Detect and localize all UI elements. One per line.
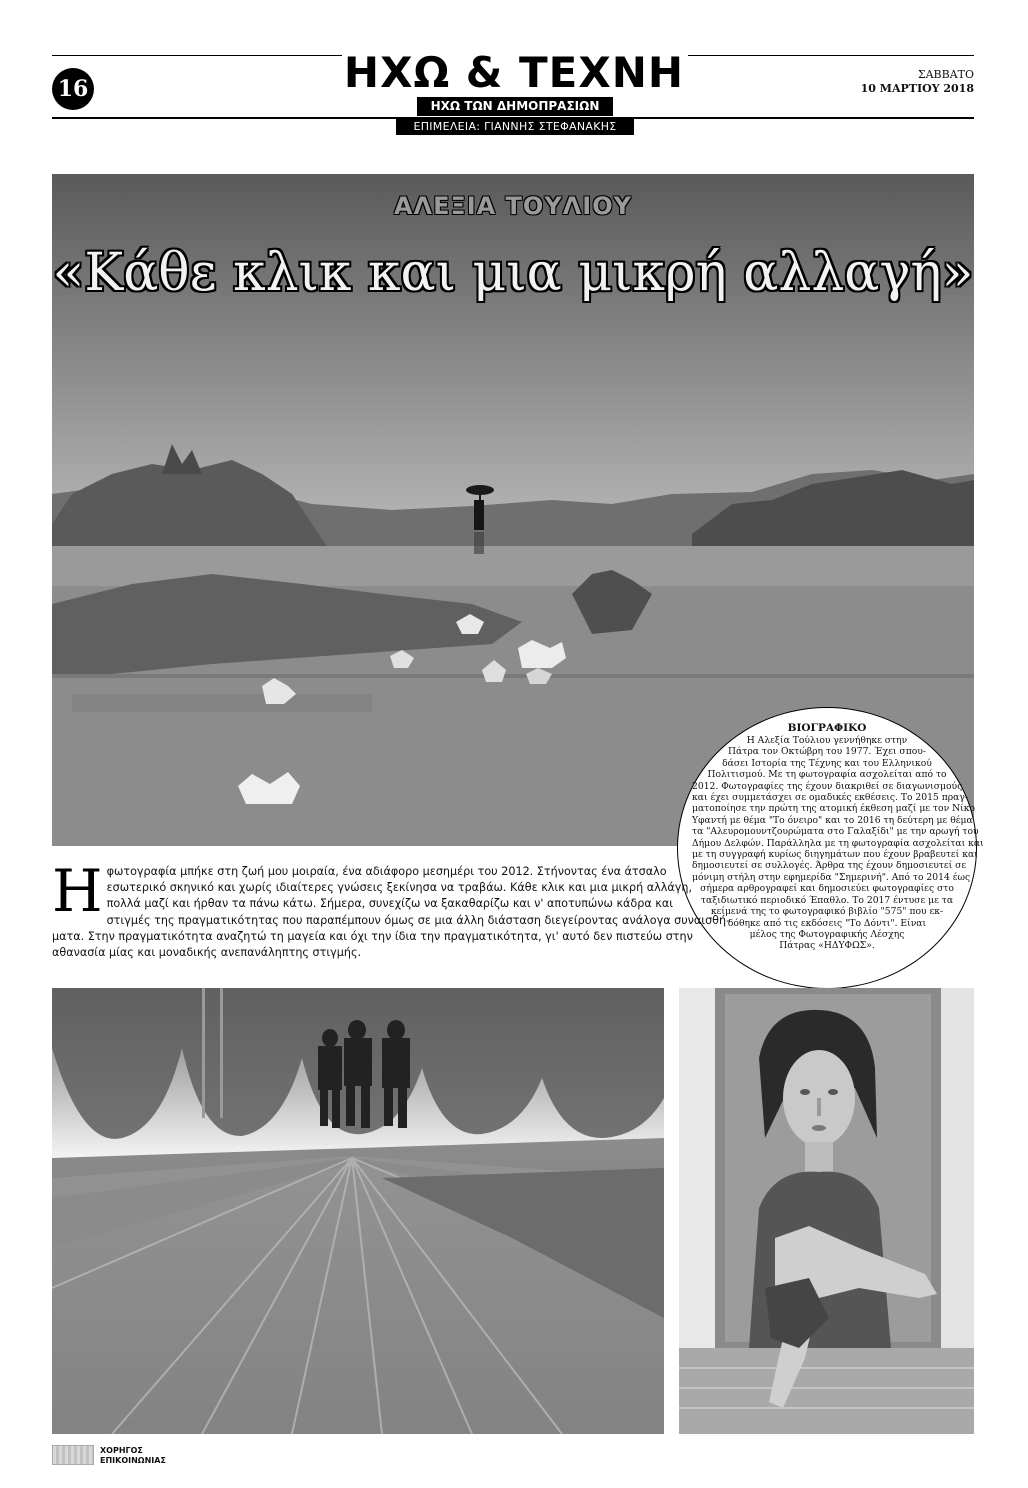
biography-line: μέλος της Φωτογραφικής Λέσχης [749,928,905,940]
biography-line: Πάτρας «ΗΔΥΦΩΣ». [779,940,875,952]
article-author: ΑΛΕΞΙΑ ΤΟΥΛΙΟΥ [393,192,632,220]
article-line: πολλά μαζί και ήρθαν τα πάνω κάτω. Σήμερα, συνεχίζω να ξακαθαρίζω και ν' αποτυπώνω κάδρα και [106,897,674,911]
biography-line: και έχει συμμετάσχει σε ομαδικές εκθέσεις. Το 2015 πραγ- [692,792,968,804]
biography-line: δάσει Ιστορία της Τέχνης και του Ελληνικού [722,757,932,769]
biography-line: δημοσιευτεί σε συλλογές. Άρθρα της έχουν δημοσιευτεί σε [692,860,967,872]
issue-date [861,68,974,96]
sponsor-label [100,1446,166,1466]
biography-line: Δήμου Δελφών. Παράλληλα με τη φωτογραφία ασχολείται και [692,837,984,849]
biography-line: μόνιμη στήλη στην εφημερίδα "Σημερινή". Από το 2014 έως [692,871,971,883]
sponsor-logo [52,1445,94,1465]
article-line: στιγμές της πραγματικότητας που παραπέμπουν όμως σε μια άλλη διάσταση διεγείροντας ανάλογα συναισθή- [106,913,731,927]
issue-weekday: ΣΑΒΒΑΤΟ [917,68,974,81]
sponsor-label-line1: ΧΟΡΗΓΟΣ [100,1446,143,1455]
article-line: ματα. Στην πραγματικότητα αναζητώ τη μαγεία και όχι την ίδια την πραγματικότητα, γι' αυτό δεν πιστεύω στην [52,929,693,943]
biography-line: Πολιτισμού. Με τη φωτογραφία ασχολείται από το [707,769,947,781]
biography-line: 2012. Φωτογραφίες της έχουν διακριθεί σε διαγωνισμούς [692,780,963,792]
sponsor-label-line2: ΕΠΙΚΟΙΝΩΝΙΑΣ [100,1456,166,1465]
biography-line: Πάτρα τον Οκτώβρη του 1977. Έχει σπου- [728,746,926,758]
biography-line: Υφαντή με θέμα "Το όνειρο" και το 2016 τη δεύτερη με θέμα [692,814,973,826]
biography-circle [677,707,984,989]
article-line: φωτογραφία μπήκε στη ζωή μου μοιραία, ένα αδιάφορο μεσημέρι του 2012. Στήνοντας ένα άτσαλο [106,865,667,878]
article-dropcap: Η [52,857,103,925]
photo-portrait-painting [679,988,974,1434]
biography-line: Η Αλεξία Τούλιου γεννήθηκε στην [746,735,908,746]
biography-line: δόθηκε από τις εκδόσεις "Το Δόντι". Είναι [727,917,927,929]
article-line: εσωτερικό σκηνικό και χωρίς ιδιαίτερες γνώσεις ξεκίνησα να τραβάω. Κάθε κλικ και μια μικρή αλλάγη, [106,881,692,895]
photo-walking-figures [52,988,664,1434]
article-headline: «Κάθε κλικ και μια μικρή αλλαγή» [52,243,974,303]
section-title: ΗΧΩ & ΤΕΧΝΗ [343,48,685,97]
issue-date-text: 10 ΜΑΡΤΙΟΥ 2018 [860,82,974,95]
article-line: αθανασία μίας και μοναδικής ανεπανάληπτης στιγμής. [52,946,362,960]
page-number: 16 [52,68,94,110]
biography-title: ΒΙΟΓΡΑΦΙΚΟ [787,722,867,734]
article-body [52,857,731,961]
biography-line: τα "Αλευρομουντζουρώματα στο Γαλαξίδι" με την αρωγή του [692,826,979,838]
section-subtitle: ΗΧΩ ΤΩΝ ΔΗΜΟΠΡΑΣΙΩΝ [417,97,613,116]
portrait-painting-image [679,988,974,1434]
biography-line: ταξιδιωτικό περιοδικό Έπαθλο. Το 2017 έντυσε με τα [700,894,954,906]
biography-line: σήμερα αρθρογραφεί και δημοσιεύει φωτογραφίες στο [700,883,954,895]
biography-line: με τη συγγραφή κυρίως διηγημάτων που έχουν βραβευτεί και [692,849,978,861]
header-rule-right [688,55,974,56]
biography-line: κείμενά της το φωτογραφικό βιβλίο "575" που εκ- [710,906,944,918]
walking-figures-image [52,988,664,1434]
editor-credit: ΕΠΙΜΕΛΕΙΑ: ΓΙΑΝΝΗΣ ΣΤΕΦΑΝΑΚΗΣ [396,119,634,135]
biography-line: ματοποίησε την πρώτη της ατομική έκθεση μαζί με τον Νίκο [692,803,976,815]
header-rule-left [52,55,342,56]
